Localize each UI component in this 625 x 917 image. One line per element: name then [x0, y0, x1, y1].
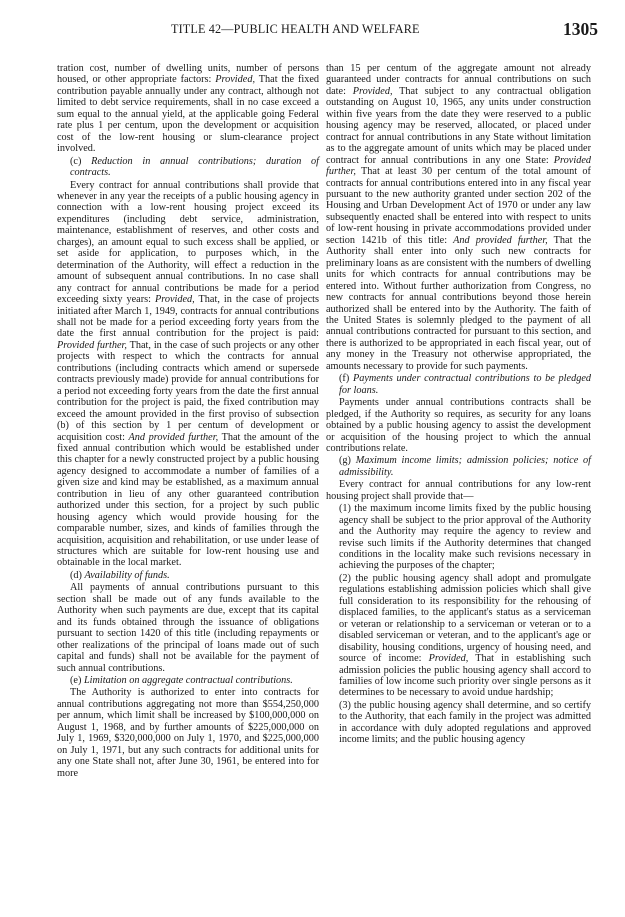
page-header: [38, 19, 598, 42]
left-column: [57, 63, 319, 779]
right-column: [326, 63, 591, 746]
subsection-f-text: Payments under annual contributions contracts shall be pledged, if the Authority so requires, as security for any loans obtained by a public housing agency to assist the development or acquisition of the housing project to which the annual contributions relate.: [326, 397, 591, 454]
subsection-c-text: Every contract for annual contributions shall provide that whenever in any year the receipts of a public housing agency in connection with a low-rent housing project exceed its expenditures (including debt service, administration, maintenance, establishment of reserves, and other costs and charges), an amount equal to such excess shall be applied, or set aside for application, to purposes which, in the determination of the Authority, will effect a reduction in the amount of subsequent annual contributions. In no case shall any contract for annual contributions be made for a period exceeding sixty years: Provided, That, in the case of projects initiated after March 1, 1949, contracts for annual contributions shall not be made for a period exceeding forty years from the date the first annual contribution for the project is paid: Provided further, That, in the case of such projects or any other projects with respect to which the contracts for annual contributions (including contracts which amend or supersede contracts previously made) provide for annual contributions for a period not exceeding forty years from the date the first annual contribution for the project is paid, the fixed contribution may exceed the amount provided in the first proviso of subsection (b) of this section by 1 per centum of development or acquisition cost: And provided further, That the amount of the fixed annual contribution which would be established under this chapter for a newly constructed project by a public housing agency designed to accommodate a number of families of a given size and kind may be established, as a maximum annual contribution in lieu of any other guaranteed contribution authorized under this section, for a project by such public housing agency which would provide housing for the comparable number, sizes, and kinds of families through the acquisition, acquisition and rehabilitation, or use under lease of structures which are suitable for low-rent housing use and obtainable in the local market.: [57, 179, 320, 569]
clause-1: (1) the maximum income limits fixed by the public housing agency shall be subject to the prior approval of the Authority and the Authority may require the agency to review and revise such limits if the Authority determines that changed conditions in the locality make such revisions necessary in achieving the purposes of the chapter;: [339, 503, 591, 572]
subsection-heading-c: (c) Reduction in annual contributions; duration of contracts.: [70, 155, 320, 179]
subsection-g-text: Every contract for annual contributions for any low-rent housing project shall provide that—: [326, 479, 591, 502]
subsection-heading-e: (e) Limitation on aggregate contractual contributions.: [70, 675, 293, 687]
paragraph-cont: tration cost, number of dwelling units, number of persons housed, or other appropriate factors: Provided, That the fixed contribution payable annually under any contract, although not limited to debt service requirements, shall in no case exceed a sum equal to the annual yield, at the applicable going Federal rate plus 1 per centum, upon the development or acquisition cost of the low-rent housing or slum-clearance project involved.: [57, 63, 320, 155]
subsection-e-cont: than 15 per centum of the aggregate amount not already guaranteed under contracts for annual contributions on such date: Provided, That subject to any contractual obligation outstanding on August 10, 1965, any units under construction within five years from the date they were reserved to a public housing agency may be reserved, allocated, or placed under contract for annual contributions in any State without limitation as to the aggregate amount of units which may be placed under contract for annual contributions in any one State: Provided further, That at least 30 per centum of the total amount of contracts for annual contributions entered into in any fiscal year pursuant to the new authority granted under section 202 of the Housing and Urban Development Act of 1970 or under any law subsequently enacted shall be entered into with respect to units of low-rent housing in private accommodations provided under section 1421b of this title: And provided further, That the Authority shall enter into only such new contracts for preliminary loans as are consistent with the numbers of dwelling units for which contracts for annual contributions may be entered into. Without further authorization from Congress, no new contracts for annual contributions beyond those herein authorized shall be entered into by the Authority. The faith of the United States is solemnly pledged to the payment of all annual contributions contracted for pursuant to this section, and there is authorized to be appropriated in each fiscal year, out of any money in the Treasury not otherwise appropriated, the amounts necessary to provide for such payments.: [326, 63, 592, 372]
subsection-e-text: The Authority is authorized to enter into contracts for annual contributions aggregating not more than $554,250,000 per annum, which limit shall be increased by $100,000,000 on August 1, 1968, and by further amounts of $225,000,000 on July 1, 1969, $320,000,000 on July 1, 1970, and $225,000,000 on July 1, 1971, but any such contracts for additional units for any one State shall not, after June 30, 1961, be entered into for more: [57, 687, 319, 779]
running-title: TITLE 42—PUBLIC HEALTH AND WELFARE: [171, 22, 420, 36]
clause-2: (2) the public housing agency shall adopt and promulgate regulations establishing admission policies which shall give full consideration to its responsibility for the rehousing of displaced families, to the applicant's status as a serviceman or veteran or relationship to a serviceman or veteran or to a disabled serviceman or veteran, and to the applicant's age or disability, housing conditions, urgency of housing need, and source of income: Provided, That in establishing such admission policies the public housing agency shall accord to families of low income such priority over single persons as it determines to be necessary to avoid undue hardship;: [339, 572, 592, 699]
subsection-heading-g: (g) Maximum income limits; admission policies; notice of admissibility.: [339, 455, 592, 478]
subsection-heading-f: (f) Payments under contractual contributions to be pledged for loans.: [339, 373, 592, 396]
subsection-heading-d: (d) Availability of funds.: [70, 569, 170, 581]
subsection-d-text: All payments of annual contributions pursuant to this section shall be made out of any funds available to the Authority when such payments are due, except that its capital and its funds obtained through the issuance of obligations pursuant to section 1420 of this title (including repayments or other realizations of the principal of loans made out of such capital and funds) shall not be available for the payment of such annual contributions.: [57, 582, 319, 674]
page-number: 1305: [563, 19, 598, 39]
clause-3: (3) the public housing agency shall determine, and so certify to the Authority, that each family in the project was admitted in accordance with duly adopted regulations and approved income limits; and the public housing agency: [339, 699, 591, 746]
